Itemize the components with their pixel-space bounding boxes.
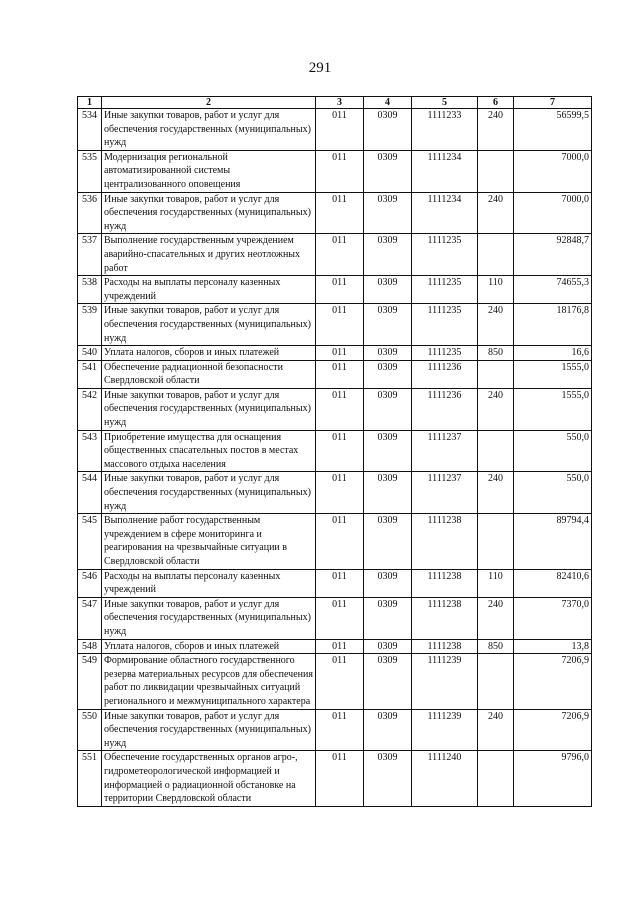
section-code-cell: 0309 [364, 597, 412, 639]
section-code-cell: 0309 [364, 109, 412, 151]
expense-type-code-cell [478, 514, 514, 569]
expense-name-cell: Иные закупки товаров, работ и услуг для обеспечения государственных (муниципальных) нужд [102, 709, 316, 751]
section-code-cell: 0309 [364, 472, 412, 514]
header-cell: 1 [78, 97, 102, 109]
expense-type-code-cell: 240 [478, 388, 514, 430]
expense-name-cell: Формирование областного государственного резерва материальных ресурсов для обеспечения работ по ликвидации чрезвычайных ситуаций регионального и межмуниципального характера [102, 654, 316, 709]
table-row [78, 654, 592, 709]
target-code-cell: 1111238 [412, 597, 478, 639]
section-code-cell: 0309 [364, 569, 412, 597]
table-row [78, 569, 592, 597]
amount-cell: 7370,0 [514, 597, 592, 639]
table-row [78, 639, 592, 654]
ministry-code-cell: 011 [316, 276, 364, 304]
row-number-cell: 539 [78, 304, 102, 346]
expense-name-cell: Выполнение государственным учреждением аварийно-спасательных и других неотложных работ [102, 234, 316, 276]
ministry-code-cell: 011 [316, 654, 364, 709]
row-number-cell: 545 [78, 514, 102, 569]
expense-type-code-cell: 240 [478, 304, 514, 346]
row-number-cell: 537 [78, 234, 102, 276]
ministry-code-cell: 011 [316, 304, 364, 346]
target-code-cell: 1111237 [412, 430, 478, 472]
row-number-cell: 551 [78, 751, 102, 806]
table-row [78, 388, 592, 430]
row-number-cell: 549 [78, 654, 102, 709]
row-number-cell: 550 [78, 709, 102, 751]
amount-cell: 82410,6 [514, 569, 592, 597]
row-number-cell: 544 [78, 472, 102, 514]
expense-type-code-cell: 850 [478, 639, 514, 654]
expense-name-cell: Иные закупки товаров, работ и услуг для обеспечения государственных (муниципальных) нужд [102, 192, 316, 234]
target-code-cell: 1111235 [412, 304, 478, 346]
section-code-cell: 0309 [364, 514, 412, 569]
ministry-code-cell: 011 [316, 192, 364, 234]
ministry-code-cell: 011 [316, 472, 364, 514]
expense-name-cell: Расходы на выплаты персоналу казенных учреждений [102, 276, 316, 304]
section-code-cell: 0309 [364, 430, 412, 472]
row-number-cell: 538 [78, 276, 102, 304]
expense-name-cell: Модернизация региональной автоматизированной системы централизованного оповещения [102, 150, 316, 192]
header-cell: 4 [364, 97, 412, 109]
target-code-cell: 1111237 [412, 472, 478, 514]
section-code-cell: 0309 [364, 276, 412, 304]
target-code-cell: 1111234 [412, 150, 478, 192]
table-row [78, 597, 592, 639]
expense-name-cell: Иные закупки товаров, работ и услуг для обеспечения государственных (муниципальных) нужд [102, 472, 316, 514]
table-row [78, 709, 592, 751]
target-code-cell: 1111240 [412, 751, 478, 806]
expense-name-cell: Выполнение работ государственным учреждением в сфере мониторинга и реагирования на чрезвычайные ситуации в Свердловской области [102, 514, 316, 569]
row-number-cell: 546 [78, 569, 102, 597]
expense-type-code-cell: 850 [478, 346, 514, 361]
header-cell: 7 [514, 97, 592, 109]
table-row [78, 430, 592, 472]
expense-name-cell: Расходы на выплаты персоналу казенных учреждений [102, 569, 316, 597]
expense-type-code-cell: 240 [478, 597, 514, 639]
target-code-cell: 1111235 [412, 234, 478, 276]
ministry-code-cell: 011 [316, 109, 364, 151]
section-code-cell: 0309 [364, 346, 412, 361]
amount-cell: 7000,0 [514, 192, 592, 234]
row-number-cell: 542 [78, 388, 102, 430]
target-code-cell: 1111239 [412, 709, 478, 751]
row-number-cell: 535 [78, 150, 102, 192]
amount-cell: 550,0 [514, 472, 592, 514]
section-code-cell: 0309 [364, 751, 412, 806]
header-cell: 2 [102, 97, 316, 109]
target-code-cell: 1111235 [412, 346, 478, 361]
section-code-cell: 0309 [364, 304, 412, 346]
expense-name-cell: Обеспечение радиационной безопасности Свердловской области [102, 360, 316, 388]
target-code-cell: 1111239 [412, 654, 478, 709]
ministry-code-cell: 011 [316, 709, 364, 751]
table-row [78, 304, 592, 346]
row-number-cell: 534 [78, 109, 102, 151]
expense-type-code-cell [478, 360, 514, 388]
amount-cell: 7000,0 [514, 150, 592, 192]
expense-name-cell: Уплата налогов, сборов и иных платежей [102, 346, 316, 361]
target-code-cell: 1111236 [412, 388, 478, 430]
ministry-code-cell: 011 [316, 234, 364, 276]
table-row [78, 109, 592, 151]
expense-name-cell: Иные закупки товаров, работ и услуг для обеспечения государственных (муниципальных) нужд [102, 597, 316, 639]
target-code-cell: 1111235 [412, 276, 478, 304]
target-code-cell: 1111234 [412, 192, 478, 234]
table-row [78, 360, 592, 388]
ministry-code-cell: 011 [316, 346, 364, 361]
table-row [78, 751, 592, 806]
target-code-cell: 1111233 [412, 109, 478, 151]
amount-cell: 1555,0 [514, 360, 592, 388]
row-number-cell: 540 [78, 346, 102, 361]
row-number-cell: 536 [78, 192, 102, 234]
ministry-code-cell: 011 [316, 569, 364, 597]
amount-cell: 56599,5 [514, 109, 592, 151]
expense-name-cell: Иные закупки товаров, работ и услуг для обеспечения государственных (муниципальных) нужд [102, 109, 316, 151]
section-code-cell: 0309 [364, 150, 412, 192]
expense-type-code-cell [478, 751, 514, 806]
table-row [78, 234, 592, 276]
expense-type-code-cell: 110 [478, 569, 514, 597]
section-code-cell: 0309 [364, 639, 412, 654]
page-number: 291 [308, 60, 332, 76]
section-code-cell: 0309 [364, 234, 412, 276]
amount-cell: 74655,3 [514, 276, 592, 304]
table-row [78, 150, 592, 192]
amount-cell: 7206,9 [514, 654, 592, 709]
target-code-cell: 1111238 [412, 514, 478, 569]
expense-type-code-cell [478, 430, 514, 472]
ministry-code-cell: 011 [316, 639, 364, 654]
target-code-cell: 1111238 [412, 639, 478, 654]
section-code-cell: 0309 [364, 709, 412, 751]
expense-name-cell: Уплата налогов, сборов и иных платежей [102, 639, 316, 654]
ministry-code-cell: 011 [316, 388, 364, 430]
expense-name-cell: Иные закупки товаров, работ и услуг для обеспечения государственных (муниципальных) нужд [102, 304, 316, 346]
target-code-cell: 1111236 [412, 360, 478, 388]
table-row [78, 192, 592, 234]
section-code-cell: 0309 [364, 360, 412, 388]
amount-cell: 92848,7 [514, 234, 592, 276]
header-cell: 3 [316, 97, 364, 109]
row-number-cell: 547 [78, 597, 102, 639]
expense-name-cell: Обеспечение государственных органов агро-, гидрометеорологической информацией и информацией о радиационной обстановке на территории Свердловской области [102, 751, 316, 806]
row-number-cell: 543 [78, 430, 102, 472]
expense-type-code-cell [478, 654, 514, 709]
table-row [78, 346, 592, 361]
expense-name-cell: Иные закупки товаров, работ и услуг для обеспечения государственных (муниципальных) нужд [102, 388, 316, 430]
row-number-cell: 548 [78, 639, 102, 654]
amount-cell: 16,6 [514, 346, 592, 361]
ministry-code-cell: 011 [316, 360, 364, 388]
ministry-code-cell: 011 [316, 597, 364, 639]
expense-type-code-cell: 110 [478, 276, 514, 304]
header-cell: 6 [478, 97, 514, 109]
ministry-code-cell: 011 [316, 150, 364, 192]
expense-type-code-cell: 240 [478, 192, 514, 234]
expense-type-code-cell: 240 [478, 109, 514, 151]
expense-type-code-cell: 240 [478, 472, 514, 514]
section-code-cell: 0309 [364, 388, 412, 430]
row-number-cell: 541 [78, 360, 102, 388]
expense-type-code-cell: 240 [478, 709, 514, 751]
amount-cell: 1555,0 [514, 388, 592, 430]
table-row [78, 276, 592, 304]
header-cell: 5 [412, 97, 478, 109]
target-code-cell: 1111238 [412, 569, 478, 597]
table-row [78, 514, 592, 569]
expense-name-cell: Приобретение имущества для оснащения общественных спасательных постов в местах массового отдыха населения [102, 430, 316, 472]
budget-table [77, 96, 592, 807]
amount-cell: 7206,9 [514, 709, 592, 751]
ministry-code-cell: 011 [316, 430, 364, 472]
expense-type-code-cell [478, 234, 514, 276]
section-code-cell: 0309 [364, 654, 412, 709]
ministry-code-cell: 011 [316, 751, 364, 806]
amount-cell: 550,0 [514, 430, 592, 472]
amount-cell: 89794,4 [514, 514, 592, 569]
amount-cell: 18176,8 [514, 304, 592, 346]
header-row [78, 97, 592, 109]
expense-type-code-cell [478, 150, 514, 192]
section-code-cell: 0309 [364, 192, 412, 234]
amount-cell: 13,8 [514, 639, 592, 654]
amount-cell: 9796,0 [514, 751, 592, 806]
table-row [78, 472, 592, 514]
ministry-code-cell: 011 [316, 514, 364, 569]
